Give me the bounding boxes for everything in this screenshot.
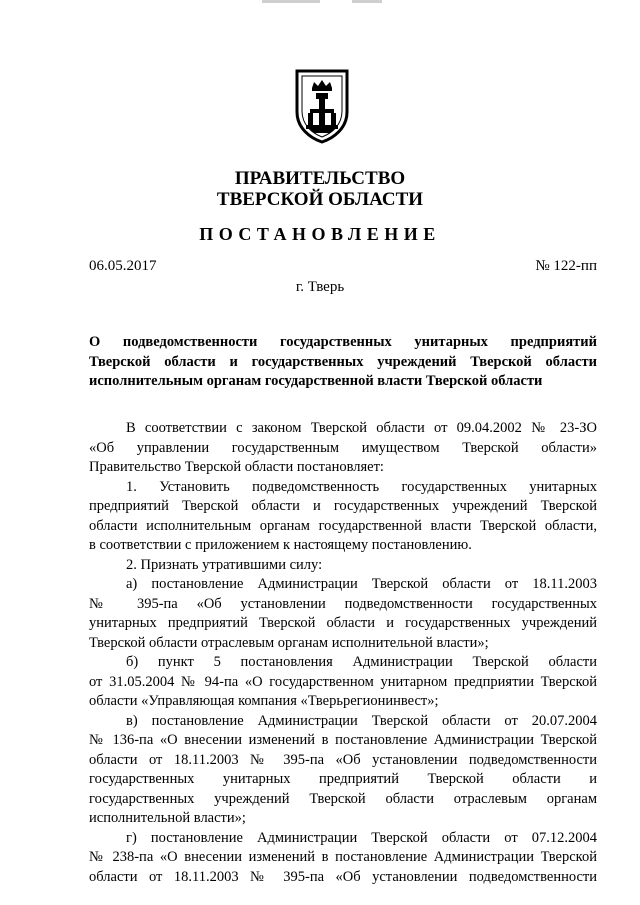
tver-coat-of-arms-icon: [294, 68, 350, 144]
body-line: 1. Установить подведомственность государственных унитарных: [126, 478, 597, 495]
body-line: 2. Признать утратившими силу:: [126, 556, 323, 573]
body-line: «Об управлении государственным имуществом Тверской области»: [89, 439, 597, 456]
scan-mark: [262, 0, 320, 3]
body-line: № 395-па «Об установлении подведомственности государственных: [89, 595, 597, 612]
subject-line: О подведомственности государственных унитарных предприятий: [89, 334, 597, 350]
body-line: унитарных предприятий Тверской области и государственных учреждений: [89, 615, 597, 631]
body-line: б) пункт 5 постановления Администрации Тверской области: [126, 654, 597, 670]
body-line: в соответствии с приложением к настоящему постановлению.: [89, 537, 472, 553]
body-line: Правительство Тверской области постановляет:: [89, 459, 384, 475]
body-line: а) постановление Администрации Тверской области от 18.11.2003: [126, 576, 597, 592]
body-line: В соответствии с законом Тверской области от 09.04.2002 № 23-ЗО: [126, 420, 597, 436]
body-line: государственных унитарных предприятий Тверской области и: [89, 771, 597, 787]
body-line: № 136-па «О внесении изменений в постановление Администрации Тверской: [89, 732, 597, 748]
doc-type-title: ПОСТАНОВЛЕНИЕ: [199, 224, 441, 244]
scan-mark: [352, 0, 382, 3]
decree-number: № 122-пп: [535, 258, 597, 274]
decree-city: г. Тверь: [295, 279, 345, 295]
subject-line: исполнительным органам государственной власти Тверской области: [89, 373, 543, 389]
body-line: области от 18.11.2003 № 395-па «Об установлении подведомственности: [89, 868, 597, 885]
body-line: предприятий Тверской области и государственных учреждений Тверской: [89, 498, 597, 514]
body-line: государственных учреждений Тверской области отраслевым органам: [89, 790, 597, 807]
org-name-line2: ТВЕРСКОЙ ОБЛАСТИ: [216, 189, 424, 210]
body-line: области от 18.11.2003 № 395-па «Об установлении подведомственности: [89, 751, 597, 768]
decree-subject: [89, 333, 597, 392]
org-name-line1: ПРАВИТЕЛЬСТВО: [234, 168, 406, 189]
body-line: Тверской области отраслевым органам исполнительной власти»;: [89, 634, 489, 651]
body-line: в) постановление Администрации Тверской области от 20.07.2004: [126, 712, 597, 729]
body-line: области исполнительным органам государственной власти Тверской области,: [89, 517, 597, 534]
body-line: г) постановление Администрации Тверской области от 07.12.2004: [126, 829, 597, 846]
body-line: исполнительной власти»;: [89, 810, 246, 826]
body-line: от 31.05.2004 № 94-па «О государственном унитарном предприятии Тверской: [89, 673, 597, 690]
subject-line: Тверской области и государственных учреждений Тверской области: [89, 353, 597, 370]
body-line: области «Управляющая компания «Тверьрегионинвест»;: [89, 693, 439, 709]
decree-date: 06.05.2017: [89, 258, 157, 274]
decree-body: [89, 419, 597, 887]
body-line: № 238-па «О внесении изменений в постановление Администрации Тверской: [89, 849, 597, 865]
